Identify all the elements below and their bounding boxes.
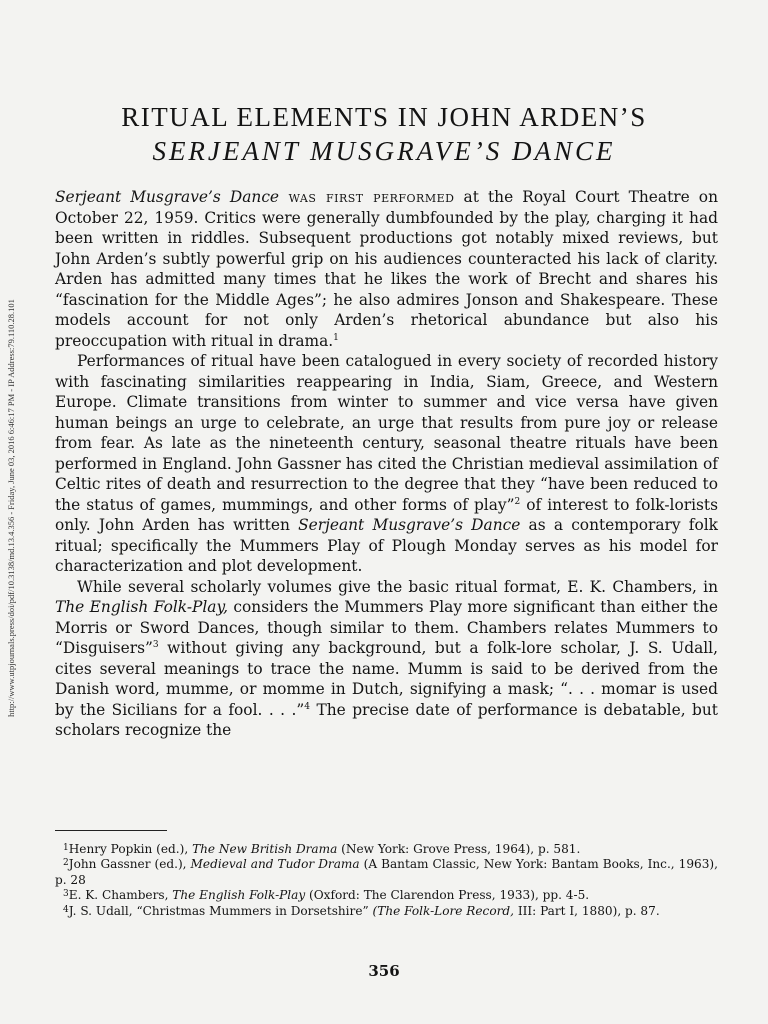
footnote-3 xyxy=(55,888,718,903)
footnote-2-part-a: John Gassner (ed.), xyxy=(68,857,191,872)
paragraph-1-text: at the Royal Court Theatre on October 22, 1959. Critics were generally dumbfounded by the play, charging it had been written in riddles. Subsequent productions got notably mixed reviews, but John Arden’s subtly powerful grip on his audiences counteracted his lack of clarity. Arden has admitted many times that he likes the work of Brecht and shares his “fascination for the Middle Ages”; he also admires Jonson and Shakespeare. These models account for not only Arden’s rhetorical abundance but also his preoccupation with ritual in drama. xyxy=(55,188,718,350)
footnote-4-italic: (The Folk-Lore Record, xyxy=(372,903,514,918)
footnote-3-part-a: E. K. Chambers, xyxy=(68,888,173,903)
footnote-divider xyxy=(55,830,167,831)
footnote-4-part-b: III: Part I, 1880), p. 87. xyxy=(513,903,660,918)
paragraph-2 xyxy=(55,351,718,577)
footnote-2-italic: Medieval and Tudor Drama xyxy=(190,857,360,872)
paragraph-3-italic-title: The English Folk-Play, xyxy=(55,598,229,616)
page-number: 356 xyxy=(368,962,400,980)
article-title xyxy=(40,100,728,168)
paragraph-2-italic-title: Serjeant Musgrave’s Dance xyxy=(298,516,521,534)
footnotes xyxy=(55,842,718,919)
footnote-4-part-a: J. S. Udall, “Christmas Mummers in Dorsetshire” xyxy=(68,903,373,918)
footnote-ref-1: 1 xyxy=(333,332,339,343)
paragraph-1 xyxy=(55,187,718,351)
title-line-2: SERJEANT MUSGRAVE’S DANCE xyxy=(152,136,616,166)
footnote-2 xyxy=(55,857,718,888)
footnote-ref-4: 4 xyxy=(304,701,311,712)
footnote-3-number: 3 xyxy=(63,889,69,900)
article-body xyxy=(55,187,718,741)
paragraph-1-lead-italic: Serjeant Musgrave’s Dance xyxy=(55,188,280,206)
footnote-1-part-b: (New York: Grove Press, 1964), p. 581. xyxy=(337,842,581,856)
footnote-1 xyxy=(55,842,718,857)
paragraph-3-part-a: While several scholarly volumes give the basic ritual format, E. K. Chambers, in xyxy=(77,577,718,596)
footnote-ref-3: 3 xyxy=(152,640,159,650)
footnote-2-part-b: (A Bantam Classic, New York: Bantam Books, Inc., 1963), p. 28 xyxy=(55,857,718,887)
footnote-1-italic: The New British Drama xyxy=(192,842,338,856)
title-line-1: RITUAL ELEMENTS IN JOHN ARDEN’S xyxy=(121,102,647,132)
footnote-ref-2: 2 xyxy=(514,496,521,507)
paragraph-2-part-a: Performances of ritual have been catalogued in every society of recorded history with fascinating similarities reappearing in India, Siam, Greece, and Western Europe. Climate transitions from winter to summer and vice versa have given human beings an urge to celebrate, an urge that results from pure joy or release from fear. As late as the nineteenth century, seasonal theatre rituals have been performed in England. John Gassner has cited the Christian medieval assimilation of Celtic rites of death and resurrection to the degree that they “have been reduced to the status of games, mummings, and other forms of play” xyxy=(55,352,718,514)
paragraph-2-part-b: of interest to folk-lorists only. John Arden has written xyxy=(55,495,719,534)
paragraph-3 xyxy=(55,577,718,741)
footnote-1-part-a: Henry Popkin (ed.), xyxy=(68,842,193,856)
footnote-3-part-b: (Oxford: The Clarendon Press, 1933), pp. 4-5. xyxy=(305,888,590,903)
paragraph-2-part-c: as a contemporary folk ritual; specifically the Mummers Play of Plough Monday serves as his model for characterization and plot development. xyxy=(55,516,718,575)
footnote-4-number: 4 xyxy=(63,904,69,915)
paragraph-3-part-c: without giving any background, but a folk-lore scholar, J. S. Udall, cites several meanings to trace the name. Mumm is said to be derived from the Danish word, mumme, or momme in Dutch, signifying a mask; “. . . momar is used by the Sicilians for a fool. . . .” xyxy=(55,639,718,719)
download-watermark-text: http://www.utpjournals.press/doi/pdf/10.3138/md.13.4.356 - Friday, June 03, 2016 6:46:17 PM - IP Address:79.110.28.101 xyxy=(6,298,17,717)
footnote-1-number: 1 xyxy=(63,843,69,853)
paragraph-1-lead-smallcaps: was first performed xyxy=(279,188,455,206)
download-watermark xyxy=(4,255,18,760)
footnote-2-number: 2 xyxy=(63,858,69,869)
paragraph-3-part-b: considers the Mummers Play more significant than either the Morris or Sword Dances, though similar to them. Chambers relates Mummers to “Disguisers” xyxy=(55,598,718,657)
footnote-3-italic: The English Folk-Play xyxy=(172,888,306,903)
paragraph-3-part-d: The precise date of performance is debatable, but scholars recognize the xyxy=(55,700,718,739)
footnote-4 xyxy=(55,904,718,919)
